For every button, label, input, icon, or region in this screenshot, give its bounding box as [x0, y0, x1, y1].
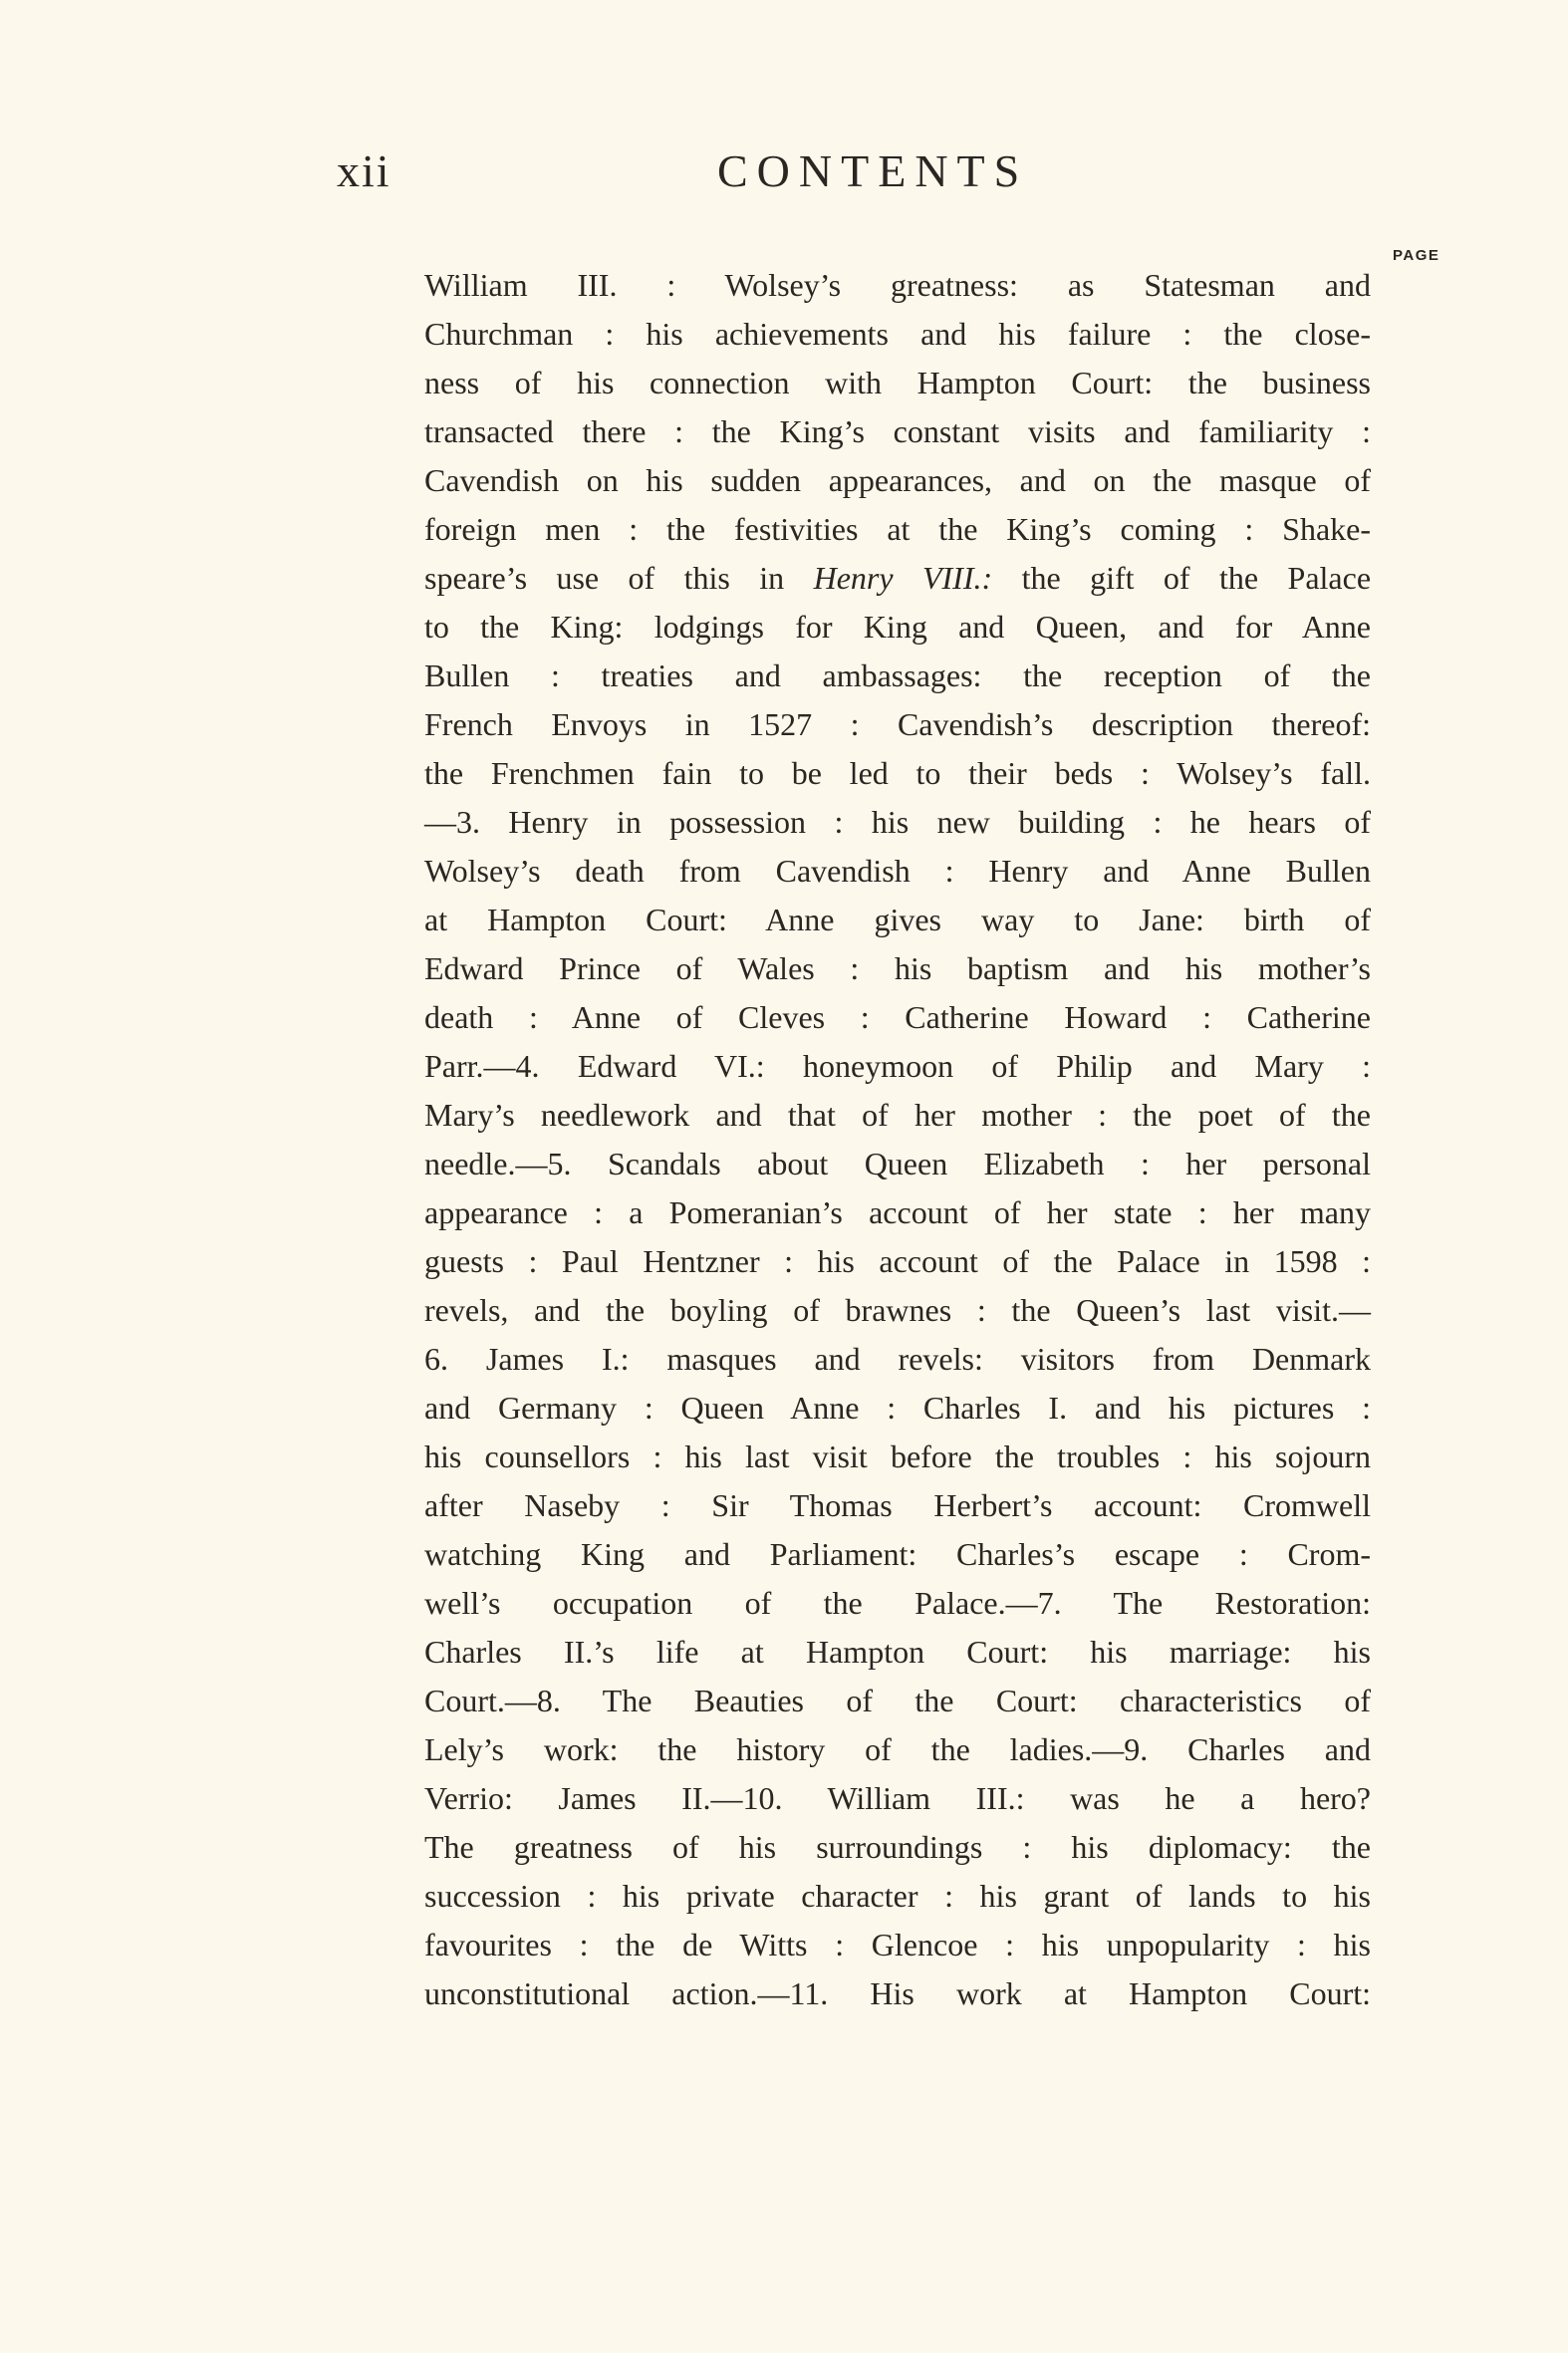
text-line: appearance : a Pomeranian’s account of her state : her many [424, 1194, 1371, 1230]
text-line: Edward Prince of Wales : his baptism and his mother’s [424, 950, 1371, 986]
text-line [424, 554, 1371, 603]
text-line: favourites : the de Witts : Glencoe : his unpopularity : his [424, 1927, 1371, 1962]
text-line: The greatness of his surroundings : his diplomacy: the [424, 1829, 1371, 1865]
text-line: Churchman : his achievements and his failure : the close- [424, 316, 1371, 352]
text-line: needle.—5. Scandals about Queen Elizabeth : her personal [424, 1146, 1371, 1181]
text-line: Bullen : treaties and ambassages: the reception of the [424, 657, 1371, 693]
text-line: Court.—8. The Beauties of the Court: characteristics of [424, 1683, 1371, 1718]
text-line: Charles II.’s life at Hampton Court: his marriage: his [424, 1634, 1371, 1670]
running-title: CONTENTS [717, 145, 1029, 196]
text-line: Wolsey’s death from Cavendish : Henry and Anne Bullen [424, 853, 1371, 889]
text-line: revels, and the boyling of brawnes : the Queen’s last visit.— [424, 1292, 1371, 1328]
text-line: to the King: lodgings for King and Queen, and for Anne [424, 609, 1371, 645]
text-line: his counsellors : his last visit before the troubles : his sojourn [424, 1438, 1371, 1474]
text-line: guests : Paul Hentzner : his account of the Palace in 1598 : [424, 1243, 1371, 1279]
text-line: ness of his connection with Hampton Court: the business [424, 365, 1371, 400]
text-line: and Germany : Queen Anne : Charles I. and his pictures : [424, 1390, 1371, 1426]
text-line: at Hampton Court: Anne gives way to Jane: birth of [424, 902, 1371, 937]
text-line: foreign men : the festivities at the King’s coming : Shake- [424, 511, 1371, 547]
contents-text-block [424, 261, 1371, 2018]
text-line: Verrio: James II.—10. William III.: was he a hero? [424, 1780, 1371, 1816]
text-line: Lely’s work: the history of the ladies.—9. Charles and [424, 1731, 1371, 1767]
page-column-label: PAGE [1393, 247, 1440, 264]
text-line-start: speare’s use of this in [424, 560, 814, 596]
text-line: transacted there : the King’s constant visits and familiarity : [424, 413, 1371, 449]
text-line: Mary’s needlework and that of her mother : the poet of the [424, 1097, 1371, 1133]
text-line: unconstitutional action.—11. His work at Hampton Court: [424, 1975, 1371, 2011]
text-line: William III. : Wolsey’s greatness: as Statesman and [424, 267, 1371, 303]
text-line: Cavendish on his sudden appearances, and on the masque of [424, 462, 1371, 498]
page-number: xii [337, 145, 392, 196]
text-line: well’s occupation of the Palace.—7. The Restoration: [424, 1585, 1371, 1621]
text-line: after Naseby : Sir Thomas Herbert’s account: Cromwell [424, 1487, 1371, 1523]
text-line: French Envoys in 1527 : Cavendish’s description thereof: [424, 706, 1371, 742]
text-line: the Frenchmen fain to be led to their beds : Wolsey’s fall. [424, 755, 1371, 791]
text-line: death : Anne of Cleves : Catherine Howard : Catherine [424, 999, 1371, 1035]
text-line: 6. James I.: masques and revels: visitors from Denmark [424, 1341, 1371, 1377]
text-line: succession : his private character : his grant of lands to his [424, 1878, 1371, 1914]
text-line: watching King and Parliament: Charles’s escape : Crom- [424, 1536, 1371, 1572]
text-line-end: the gift of the Palace [992, 560, 1372, 596]
text-line: —3. Henry in possession : his new building : he hears of [424, 804, 1371, 840]
italic-title: Henry VIII.: [813, 560, 993, 596]
text-line: Parr.—4. Edward VI.: honeymoon of Philip and Mary : [424, 1048, 1371, 1084]
